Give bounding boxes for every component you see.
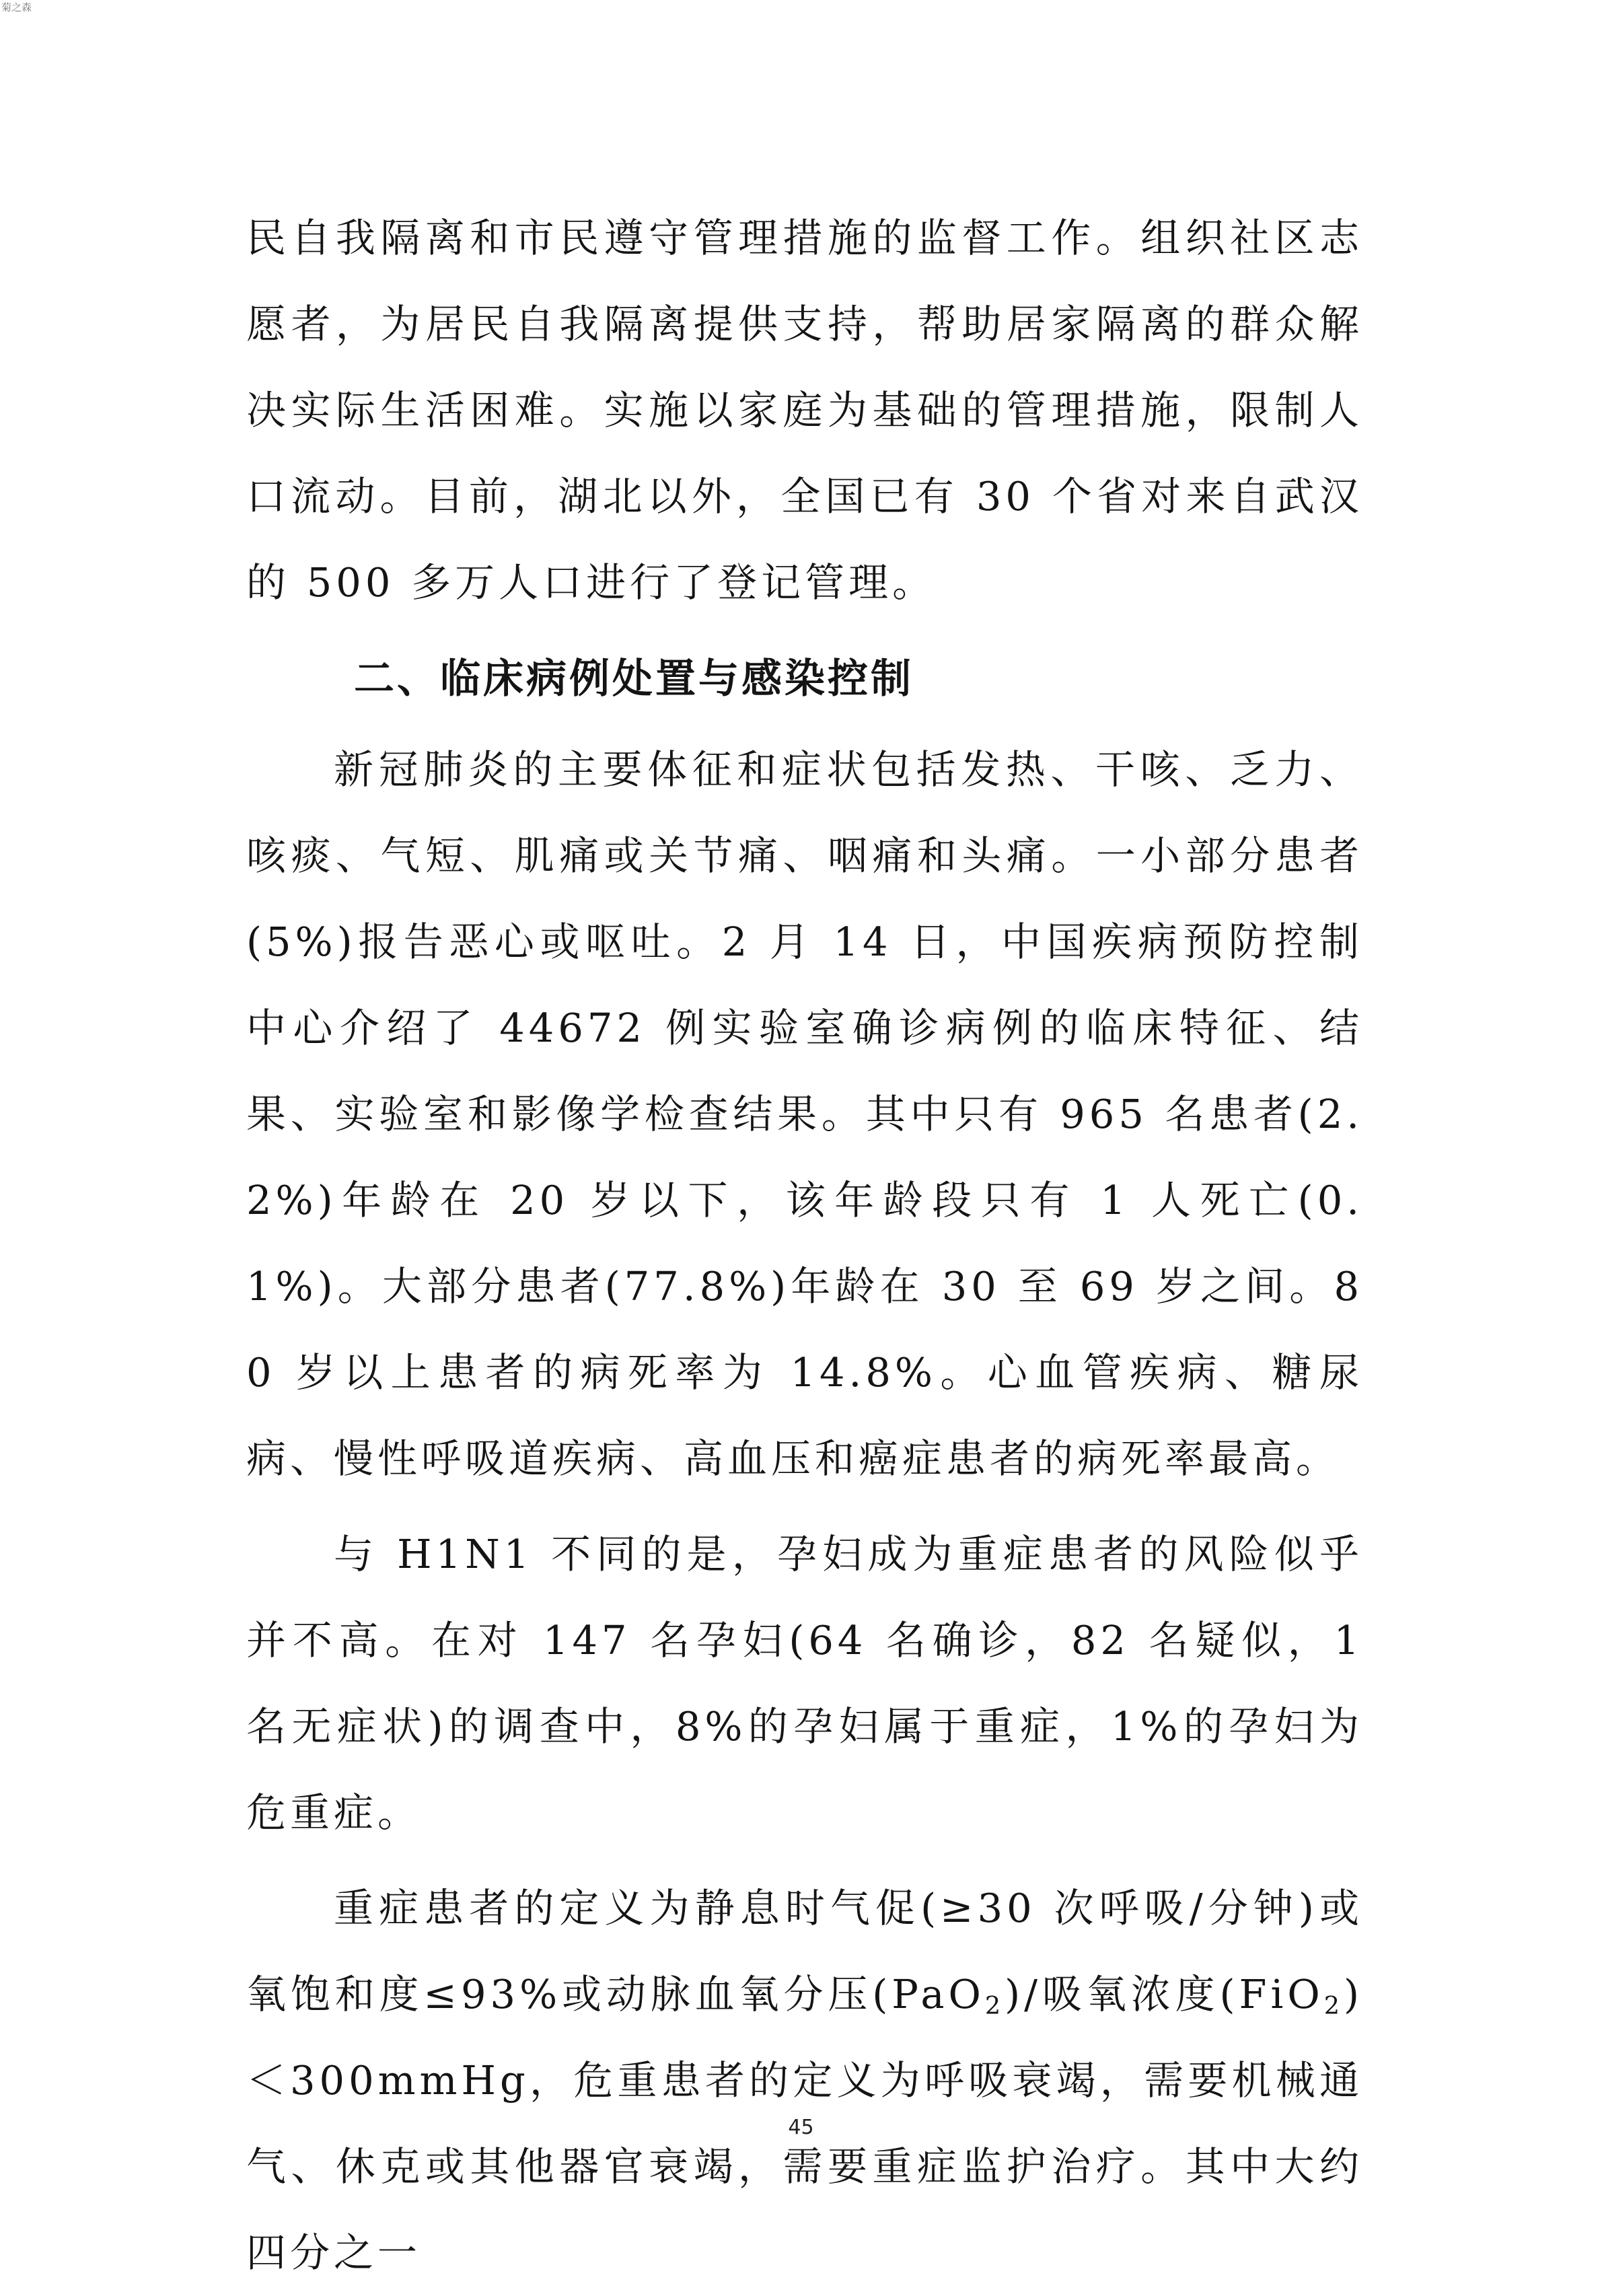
watermark-text: 菊之森 [1, 1, 32, 13]
continuation-paragraph: 民自我隔离和市民遵守管理措施的监督工作。组织社区志愿者，为居民自我隔离提供支持，帮助居家隔离的群众解决实际生活困难。实施以家庭为基础的管理措施，限制人口流动。目前，湖北以外，全国已有 30 个省对来自武汉的 500 多万人口进行了登记管理。 [246, 215, 1363, 606]
severe-definition-paragraph [246, 1865, 1363, 2296]
symptoms-paragraph: 新冠肺炎的主要体征和症状包括发热、干咳、乏力、咳痰、气短、肌痛或关节痛、咽痛和头痛。一小部分患者(5%)报告恶心或呕吐。2 月 14 日，中国疾病预防控制中心介绍了 44672 例实验室确诊病例的临床特征、结果、实验室和影像学检查结果。其中只有 965 名患者(2.2%)年龄在 20 岁以下，该年龄段只有 1 人死亡(0.1%)。大部分患者(77.8%)年龄在 30 至 69 岁之间。80 岁以上患者的病死率为 14.8%。心血管疾病、糖尿病、慢性呼吸道疾病、高血压和癌症患者的病死率最高。 [246, 746, 1363, 1482]
page-number: 45 [788, 2116, 814, 2139]
severe-text-part-2: )/吸氧浓度(FiO [1005, 1971, 1324, 2017]
subscript-2: 2 [1323, 1991, 1344, 2021]
subscript-2: 2 [984, 1991, 1005, 2021]
section-heading: 二、临床病例处置与感染控制 [354, 655, 914, 703]
severe-text-part-1: 重症患者的定义为静息时气促(≥30 次呼吸/分钟)或氧饱和度≤93%或动脉血氧分压(PaO [246, 1885, 1363, 2017]
page-body [246, 195, 1363, 2296]
pregnancy-paragraph: 与 H1N1 不同的是，孕妇成为重症患者的风险似乎并不高。在对 147 名孕妇(64 名确诊，82 名疑似，1 名无症状)的调查中，8%的孕妇属于重症，1%的孕妇为危重症。 [246, 1531, 1363, 1836]
severe-text-part-3: )＜300mmHg，危重患者的定义为呼吸衰竭，需要机械通气、休克或其他器官衰竭，需要重症监护治疗。其中大约四分之一 [246, 1971, 1364, 2276]
